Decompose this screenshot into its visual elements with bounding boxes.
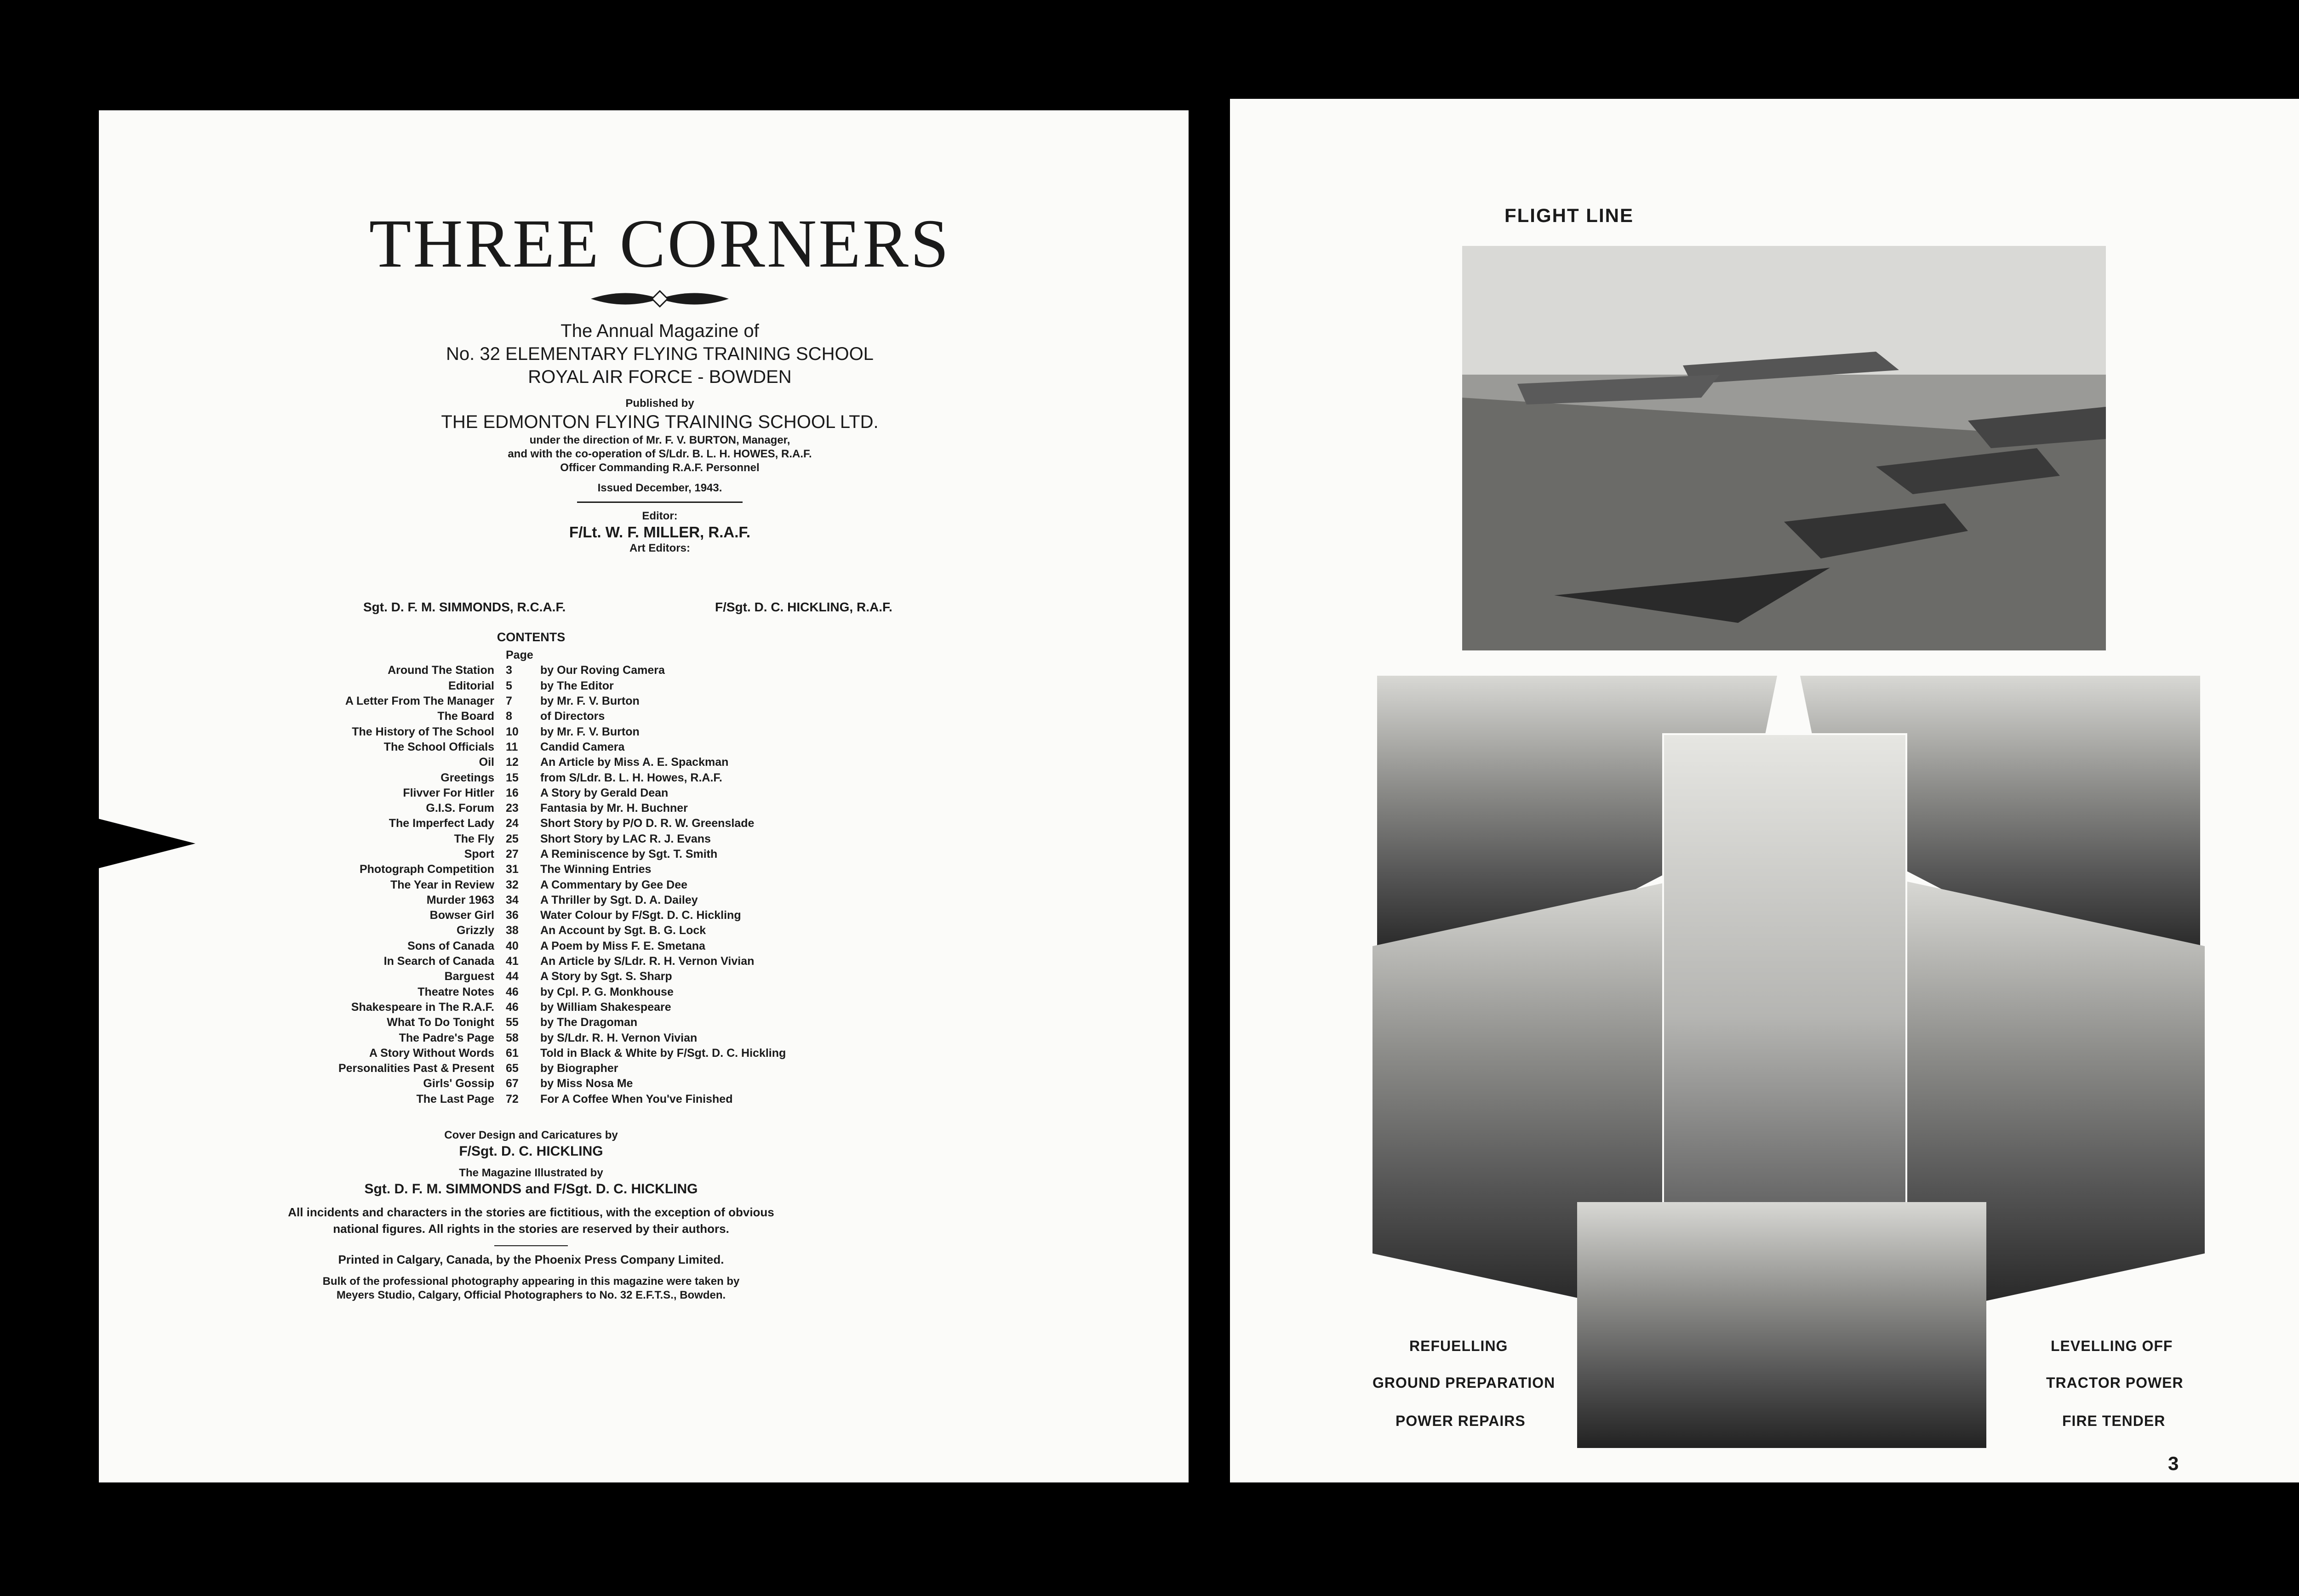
contents-description: by The Dragoman xyxy=(540,1016,638,1029)
contents-description: A Thriller by Sgt. D. A. Dailey xyxy=(540,893,698,906)
contents-page: 44 xyxy=(506,970,519,983)
contents-row xyxy=(99,694,1189,709)
contents-page: 61 xyxy=(506,1046,519,1060)
caption-refuelling: REFUELLING xyxy=(1409,1338,1508,1354)
disclaimer-line-1: All incidents and characters in the stories are fictitious, with the exception of obvious xyxy=(288,1205,774,1219)
contents-description: An Article by S/Ldr. R. H. Vernon Vivian xyxy=(540,955,755,968)
contents-page: 15 xyxy=(506,771,519,784)
art-editor-1: Sgt. D. F. M. SIMMONDS, R.C.A.F. xyxy=(363,600,566,614)
cover-label: Cover Design and Caricatures by xyxy=(444,1129,618,1141)
contents-description: Short Story by LAC R. J. Evans xyxy=(540,832,711,845)
left-binder-notch xyxy=(97,818,195,869)
contents-title: Sons of Canada xyxy=(407,939,494,952)
subtitle-line-1: The Annual Magazine of xyxy=(560,321,759,341)
contents-page: 3 xyxy=(506,664,512,677)
contents-row xyxy=(99,877,1189,892)
contents-description: A Poem by Miss F. E. Smetana xyxy=(540,939,705,952)
contents-description: For A Coffee When You've Finished xyxy=(540,1092,733,1106)
publisher-name: THE EDMONTON FLYING TRAINING SCHOOL LTD. xyxy=(441,412,879,432)
contents-description: An Account by Sgt. B. G. Lock xyxy=(540,924,706,937)
contents-description: Told in Black & White by F/Sgt. D. C. Hickling xyxy=(540,1046,786,1060)
contents-title: Murder 1963 xyxy=(426,893,494,906)
contents-title: Around The Station xyxy=(388,664,494,677)
page-column-label: Page xyxy=(506,649,533,662)
contents-row xyxy=(99,862,1189,877)
title-ornament xyxy=(591,287,729,310)
contents-description: A Story by Sgt. S. Sharp xyxy=(540,970,672,983)
contents-description: A Reminiscence by Sgt. T. Smith xyxy=(540,848,718,861)
contents-title: Theatre Notes xyxy=(417,985,494,998)
contents-row xyxy=(99,954,1189,969)
fire-tender-photo xyxy=(1577,1202,1986,1448)
contents-title: Flivver For Hitler xyxy=(403,786,494,799)
contents-title: Greetings xyxy=(440,771,494,784)
contents-page: 34 xyxy=(506,893,519,906)
contents-description: Water Colour by F/Sgt. D. C. Hickling xyxy=(540,909,741,922)
contents-description: The Winning Entries xyxy=(540,863,652,876)
contents-title: What To Do Tonight xyxy=(387,1016,494,1029)
contents-page: 25 xyxy=(506,832,519,845)
contents-page: 38 xyxy=(506,924,519,937)
contents-row xyxy=(99,832,1189,847)
direction-line-3: Officer Commanding R.A.F. Personnel xyxy=(560,462,760,474)
contents-page: 16 xyxy=(506,786,519,799)
contents-page: 65 xyxy=(506,1062,519,1075)
editor-name: F/Lt. W. F. MILLER, R.A.F. xyxy=(569,524,751,541)
contents-row xyxy=(99,770,1189,785)
contents-page: 40 xyxy=(506,939,519,952)
contents-title: The Last Page xyxy=(416,1092,494,1106)
contents-row xyxy=(99,678,1189,694)
contents-description: by The Editor xyxy=(540,679,614,692)
contents-title: Photograph Competition xyxy=(359,863,494,876)
contents-page: 41 xyxy=(506,955,519,968)
contents-title: Personalities Past & Present xyxy=(338,1062,494,1075)
contents-description: by Mr. F. V. Burton xyxy=(540,695,640,708)
contents-table xyxy=(99,630,1189,1107)
contents-title: Editorial xyxy=(448,679,494,692)
contents-title: Girls' Gossip xyxy=(423,1077,494,1090)
published-by-label: Published by xyxy=(625,397,694,410)
caption-ground-preparation: GROUND PREPARATION xyxy=(1373,1374,1556,1391)
contents-page: 10 xyxy=(506,725,519,738)
contents-row xyxy=(99,801,1189,816)
contents-page: 23 xyxy=(506,802,519,815)
contents-title: Oil xyxy=(479,756,494,769)
contents-page: 55 xyxy=(506,1016,519,1029)
contents-title: The Year in Review xyxy=(390,878,494,891)
contents-heading: CONTENTS xyxy=(497,630,566,644)
direction-line-1: under the direction of Mr. F. V. BURTON, Manager, xyxy=(529,434,790,446)
contents-description: A Story by Gerald Dean xyxy=(540,786,669,799)
contents-title: A Letter From The Manager xyxy=(345,695,494,708)
contents-row xyxy=(99,740,1189,755)
direction-line-2: and with the co-operation of S/Ldr. B. L. H. HOWES, R.A.F. xyxy=(508,448,812,460)
divider-rule xyxy=(577,502,743,503)
disclaimer-line-2: national figures. All rights in the stories are reserved by their authors. xyxy=(333,1222,729,1236)
right-page xyxy=(1230,99,2299,1482)
contents-row xyxy=(99,816,1189,831)
caption-power-repairs: POWER REPAIRS xyxy=(1395,1413,1526,1429)
contents-row xyxy=(99,1030,1189,1045)
photo-credit-line-1: Bulk of the professional photography appearing in this magazine were taken by xyxy=(322,1275,740,1288)
contents-title: Shakespeare in The R.A.F. xyxy=(351,1000,494,1014)
contents-page: 58 xyxy=(506,1031,519,1044)
issue-date: Issued December, 1943. xyxy=(597,482,722,494)
illustrated-label: The Magazine Illustrated by xyxy=(459,1167,603,1179)
contents-title: The Fly xyxy=(454,832,494,845)
art-editors-label: Art Editors: xyxy=(629,542,690,554)
contents-description: A Commentary by Gee Dee xyxy=(540,878,688,891)
contents-title: G.I.S. Forum xyxy=(426,802,494,815)
contents-row xyxy=(99,939,1189,954)
contents-row xyxy=(99,1076,1189,1091)
caption-levelling-off: LEVELLING OFF xyxy=(2051,1338,2173,1354)
contents-title: The Padre's Page xyxy=(399,1031,494,1044)
contents-page: 7 xyxy=(506,695,512,708)
contents-page: 12 xyxy=(506,756,519,769)
contents-description: Short Story by P/O D. R. W. Greenslade xyxy=(540,817,755,830)
printer-line: Printed in Calgary, Canada, by the Phoenix Press Company Limited. xyxy=(338,1253,724,1266)
contents-page: 5 xyxy=(506,679,512,692)
contents-row xyxy=(99,786,1189,801)
contents-row xyxy=(99,724,1189,739)
contents-row xyxy=(99,1061,1189,1076)
contents-page: 24 xyxy=(506,817,519,830)
contents-page: 31 xyxy=(506,863,519,876)
cover-artist: F/Sgt. D. C. HICKLING xyxy=(459,1144,603,1159)
contents-title: Grizzly xyxy=(457,924,494,937)
contents-description: by William Shakespeare xyxy=(540,1000,671,1014)
contents-row xyxy=(99,755,1189,770)
contents-row xyxy=(99,893,1189,908)
contents-description: by Mr. F. V. Burton xyxy=(540,725,640,738)
contents-description: by Our Roving Camera xyxy=(540,664,665,677)
page-number: 3 xyxy=(2168,1453,2179,1474)
contents-description: An Article by Miss A. E. Spackman xyxy=(540,756,729,769)
contents-title: The School Officials xyxy=(383,740,494,753)
contents-row xyxy=(99,1046,1189,1061)
contents-page: 8 xyxy=(506,710,512,723)
flight-line-photo xyxy=(1462,246,2106,650)
contents-page: 46 xyxy=(506,1000,519,1014)
contents-description: Candid Camera xyxy=(540,740,625,753)
contents-row xyxy=(99,847,1189,862)
contents-title: The History of The School xyxy=(352,725,494,738)
contents-description: by Miss Nosa Me xyxy=(540,1077,633,1090)
editor-label: Editor: xyxy=(642,510,678,522)
contents-row xyxy=(99,923,1189,938)
subtitle-line-3: ROYAL AIR FORCE - BOWDEN xyxy=(528,367,792,387)
contents-row xyxy=(99,969,1189,984)
contents-title: The Imperfect Lady xyxy=(389,817,494,830)
contents-page: 72 xyxy=(506,1092,519,1106)
contents-row xyxy=(99,709,1189,724)
art-editor-2: F/Sgt. D. C. HICKLING, R.A.F. xyxy=(715,600,892,614)
contents-page: 32 xyxy=(506,878,519,891)
left-page xyxy=(99,110,1189,1482)
contents-title: A Story Without Words xyxy=(369,1046,494,1060)
caption-fire-tender: FIRE TENDER xyxy=(2062,1413,2166,1429)
magazine-title: THREE CORNERS xyxy=(369,205,951,282)
contents-page: 11 xyxy=(506,740,518,753)
contents-description: from S/Ldr. B. L. H. Howes, R.A.F. xyxy=(540,771,722,784)
contents-page: 36 xyxy=(506,909,519,922)
contents-page: 46 xyxy=(506,985,519,998)
contents-page: 27 xyxy=(506,848,519,861)
contents-description: by S/Ldr. R. H. Vernon Vivian xyxy=(540,1031,698,1044)
illustrators: Sgt. D. F. M. SIMMONDS and F/Sgt. D. C. HICKLING xyxy=(364,1181,698,1197)
contents-title: Sport xyxy=(464,848,494,861)
short-rule xyxy=(494,1245,568,1246)
photo-credit-line-2: Meyers Studio, Calgary, Official Photographers to No. 32 E.F.T.S., Bowden. xyxy=(336,1289,726,1301)
contents-page: 67 xyxy=(506,1077,519,1090)
pole-climber-photo xyxy=(1662,733,1907,1206)
caption-tractor-power: TRACTOR POWER xyxy=(2046,1374,2184,1391)
contents-description: of Directors xyxy=(540,710,605,723)
contents-description: Fantasia by Mr. H. Buchner xyxy=(540,802,688,815)
subtitle-line-2: No. 32 ELEMENTARY FLYING TRAINING SCHOOL xyxy=(446,344,874,364)
contents-title: Barguest xyxy=(444,970,494,983)
contents-description: by Biographer xyxy=(540,1062,618,1075)
contents-row xyxy=(99,1092,1189,1107)
contents-description: by Cpl. P. G. Monkhouse xyxy=(540,985,674,998)
contents-row xyxy=(99,663,1189,678)
contents-row xyxy=(99,1000,1189,1015)
page-heading: FLIGHT LINE xyxy=(1504,205,1634,226)
contents-title: Bowser Girl xyxy=(429,909,494,922)
contents-row xyxy=(99,1015,1189,1030)
contents-title: In Search of Canada xyxy=(383,955,494,968)
contents-row xyxy=(99,908,1189,923)
contents-row xyxy=(99,985,1189,1000)
contents-title: The Board xyxy=(437,710,494,723)
